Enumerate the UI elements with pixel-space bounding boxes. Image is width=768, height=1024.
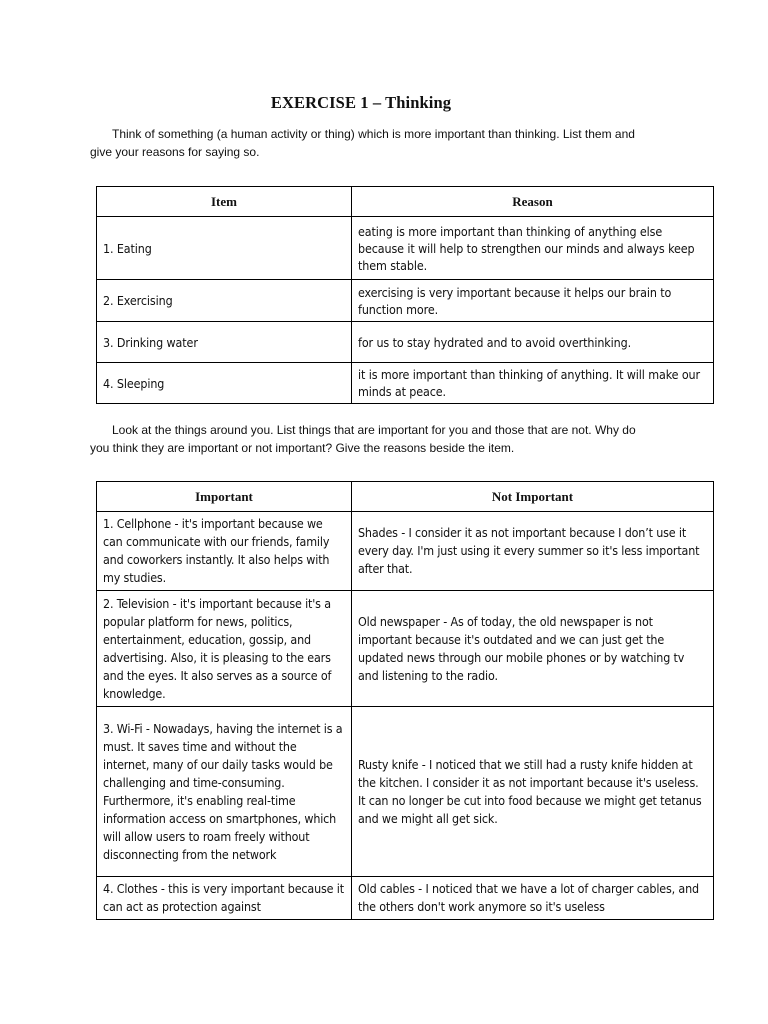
item-cell: 1. Eating — [97, 217, 352, 280]
reason-cell: eating is more important than thinking of anything else because it will help to strengthen our minds and always keep them stable. — [352, 217, 714, 280]
table-row — [97, 217, 714, 280]
instructions-paragraph-1 — [90, 125, 680, 161]
not-important-cell: Old newspaper - As of today, the old newspaper is not important because it's outdated and we can just get the updated news through our mobile phones or by watching tv and listening to the radio. — [352, 591, 714, 707]
important-cell: 2. Television - it's important because it's a popular platform for news, politics, entertainment, education, gossip, and advertising. Also, it is pleasing to the ears and the eyes. It also serves as a source of knowledge. — [97, 591, 352, 707]
column-header-item: Item — [97, 187, 352, 217]
table-row — [97, 591, 714, 707]
column-header-reason: Reason — [352, 187, 714, 217]
important-cell: 1. Cellphone - it's important because we can communicate with our friends, family and coworkers instantly. It also helps with my studies. — [97, 512, 352, 591]
important-not-important-table — [96, 481, 714, 920]
reason-cell: for us to stay hydrated and to avoid overthinking. — [352, 322, 714, 363]
not-important-cell: Shades - I consider it as not important because I don’t use it every day. I'm just using it every summer so it's less important after that. — [352, 512, 714, 591]
column-header-not-important: Not Important — [352, 482, 714, 512]
not-important-cell: Rusty knife - I noticed that we still had a rusty knife hidden at the kitchen. I consider it as not important because it's useless. It can no longer be cut into food because we might get tetanus and we might all get sick. — [352, 707, 714, 877]
table-row — [97, 322, 714, 363]
reason-cell: it is more important than thinking of anything. It will make our minds at peace. — [352, 363, 714, 404]
table-row — [97, 707, 714, 877]
not-important-cell: Old cables - I noticed that we have a lot of charger cables, and the others don't work anymore so it's useless — [352, 877, 714, 920]
important-cell: 3. Wi-Fi - Nowadays, having the internet is a must. It saves time and without the internet, many of our daily tasks would be challenging and time-consuming. Furthermore, it's enabling real-time information access on smartphones, which will allow users to roam freely without disconnecting from the network — [97, 707, 352, 877]
page-title: EXERCISE 1 – Thinking — [270, 93, 452, 112]
column-header-important: Important — [97, 482, 352, 512]
item-reason-table — [96, 186, 714, 404]
table-row — [97, 512, 714, 591]
item-cell: 4. Sleeping — [97, 363, 352, 404]
reason-cell: exercising is very important because it helps our brain to function more. — [352, 280, 714, 322]
table-row — [97, 363, 714, 404]
important-cell: 4. Clothes - this is very important because it can act as protection against — [97, 877, 352, 920]
instructions-1-line-1: Think of something (a human activity or thing) which is more important than thinking. List them and — [112, 127, 635, 141]
table-row — [97, 877, 714, 920]
item-cell: 3. Drinking water — [97, 322, 352, 363]
table-row — [97, 280, 714, 322]
item-cell: 2. Exercising — [97, 280, 352, 322]
instructions-1-line-2: give your reasons for saying so. — [90, 145, 260, 159]
instructions-2-line-2: you think they are important or not important? Give the reasons beside the item. — [90, 441, 515, 455]
instructions-2-line-1: Look at the things around you. List things that are important for you and those that are not. Why do — [112, 423, 636, 437]
instructions-paragraph-2 — [90, 421, 680, 457]
